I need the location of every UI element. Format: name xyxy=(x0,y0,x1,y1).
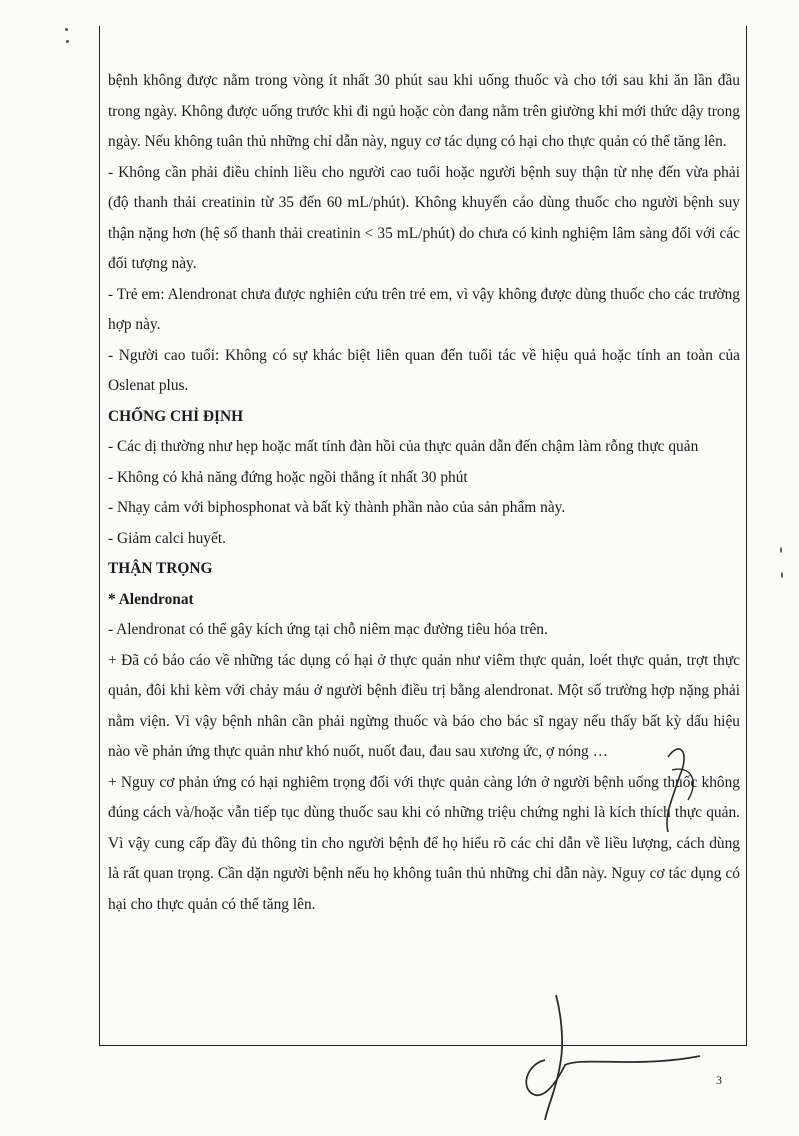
list-item: + Đã có báo cáo về những tác dụng có hại ở thực quản như viêm thực quản, loét thực quản, trợt thực quản, đôi khi kèm với chảy máu ở người bệnh điều trị bằng alendronat. Một số trường hợp nặng phải nằm viện. Vì vậy bệnh nhân cần phải ngừng thuốc và báo cho bác sĩ ngay nếu thấy bất kỳ dấu hiệu nào về phản ứng thực quản như khó nuốt, nuốt đau, đau sau xương ức, ợ nóng … xyxy=(108,651,740,760)
paragraph: - Không cần phải điều chỉnh liều cho người cao tuổi hoặc người bệnh suy thận từ nhẹ đến vừa phải (độ thanh thải creatinin từ 35 đến 60 mL/phút). Không khuyến cáo dùng thuốc cho người bệnh suy thận nặng hơn (hệ số thanh thải creatinin < 35 mL/phút) do chưa có kinh nghiệm lâm sàng đối với các đối tượng này. xyxy=(108,163,740,272)
paragraph: bệnh không được nằm trong vòng ít nhất 30 phút sau khi uống thuốc và cho tới sau khi ăn lần đầu trong ngày. Không được uống trước khi đi ngủ hoặc còn đang nằm trên giường khi mới thức dậy trong ngày. Nếu không tuân thủ những chỉ dẫn này, nguy cơ tác dụng có hại cho thực quản có thể tăng lên. xyxy=(108,72,740,150)
page-number: 3 xyxy=(716,1073,722,1087)
list-item: - Nhạy cảm với biphosphonat và bất kỳ thành phần nào của sản phẩm này. xyxy=(108,499,566,516)
scan-speck xyxy=(780,547,782,553)
list-item: - Giảm calci huyết. xyxy=(108,529,226,547)
list-item: - Các dị thường như hẹp hoặc mất tính đàn hồi của thực quản dẫn đến chậm làm rỗng thực quản xyxy=(108,438,699,455)
paragraph: - Trẻ em: Alendronat chưa được nghiên cứu trên trẻ em, vì vậy không được dùng thuốc cho các trường hợp này. xyxy=(108,285,740,333)
scan-speck xyxy=(65,28,68,31)
section-heading-precautions: THẬN TRỌNG xyxy=(108,560,213,577)
section-heading-contraindications: CHỐNG CHỈ ĐỊNH xyxy=(108,407,244,425)
scan-speck xyxy=(781,572,783,578)
list-item: + Nguy cơ phản ứng có hại nghiêm trọng đối với thực quản càng lớn ở người bệnh uống thuốc không đúng cách và/hoặc vẫn tiếp tục dùng thuốc sau khi có những triệu chứng nghi là kích thích thực quản. Vì vậy cung cấp đầy đủ thông tin cho người bệnh để họ hiểu rõ các chỉ dẫn về liều lượng, cách dùng là rất quan trọng. Cần dặn người bệnh nếu họ không tuân thủ những chỉ dẫn này. Nguy cơ tác dụng có hại cho thực quản có thể tăng lên. xyxy=(108,773,740,913)
list-item: - Không có khả năng đứng hoặc ngồi thẳng ít nhất 30 phút xyxy=(108,468,468,486)
document-body xyxy=(108,66,740,920)
paragraph: - Người cao tuổi: Không có sự khác biệt liên quan đến tuổi tác về hiệu quả hoặc tính an toàn của Oslenat plus. xyxy=(108,346,740,394)
scan-speck xyxy=(66,40,69,43)
subheading-alendronat: * Alendronat xyxy=(108,590,194,608)
list-item: - Alendronat có thể gây kích ứng tại chỗ niêm mạc đường tiêu hóa trên. xyxy=(108,621,548,638)
